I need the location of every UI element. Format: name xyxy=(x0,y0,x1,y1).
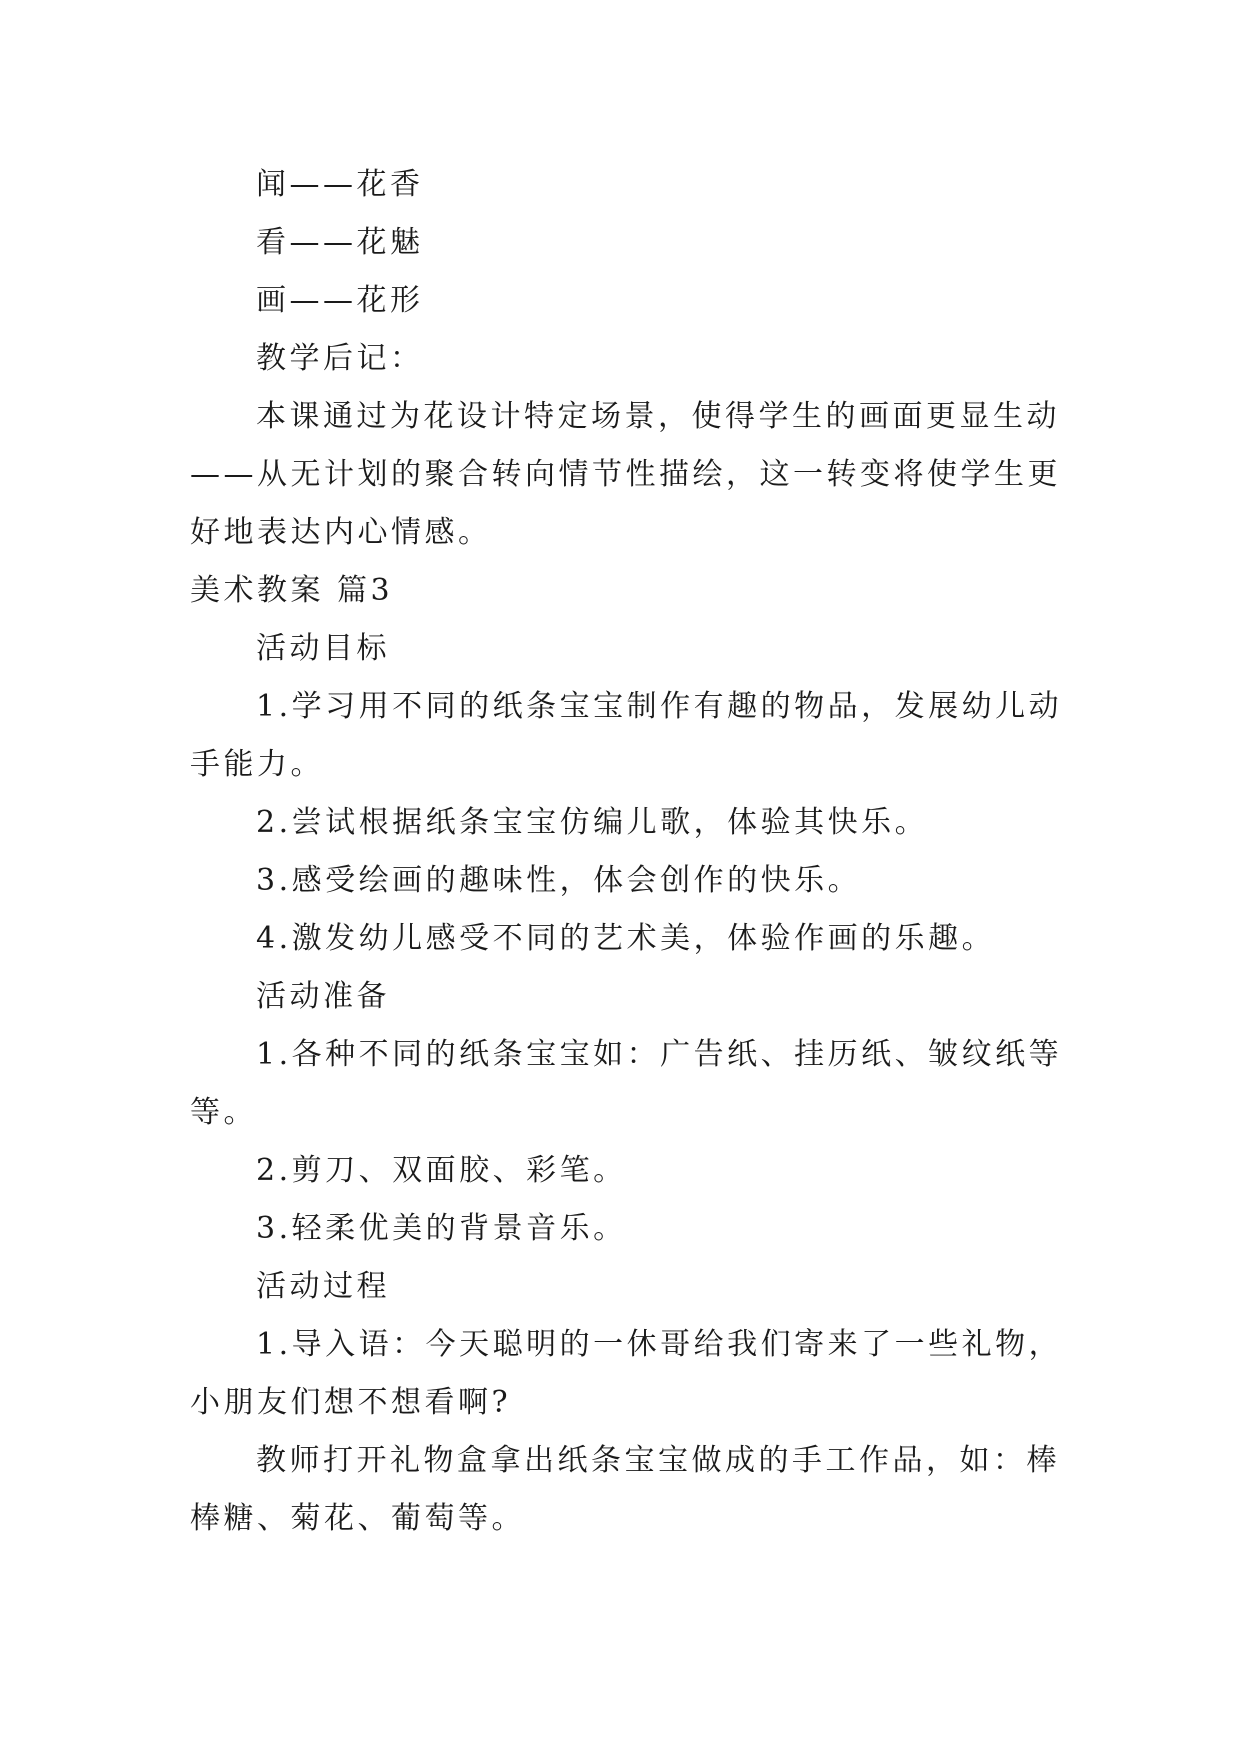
list-item: 3.轻柔优美的背景音乐。 xyxy=(256,1211,627,1246)
paragraph-line: 棒糖、菊花、葡萄等。 xyxy=(190,1501,525,1536)
list-item-continuation: 等。 xyxy=(190,1095,257,1130)
list-item-continuation: 手能力。 xyxy=(190,747,324,782)
subsection-heading: 活动目标 xyxy=(256,631,390,666)
list-item: 2.剪刀、双面胶、彩笔。 xyxy=(256,1153,627,1188)
list-item: 1.各种不同的纸条宝宝如：广告纸、挂历纸、皱纹纸等 xyxy=(256,1037,1063,1072)
list-item: 2.尝试根据纸条宝宝仿编儿歌，体验其快乐。 xyxy=(256,805,929,840)
list-item: 1.学习用不同的纸条宝宝制作有趣的物品，发展幼儿动 xyxy=(256,689,1063,724)
list-item-continuation: 小朋友们想不想看啊? xyxy=(190,1385,512,1420)
subsection-heading: 活动过程 xyxy=(256,1269,390,1304)
list-item: 3.感受绘画的趣味性，体会创作的快乐。 xyxy=(256,863,862,898)
document-body xyxy=(190,156,1063,1548)
subsection-heading: 活动准备 xyxy=(256,979,390,1014)
list-item: 1.导入语：今天聪明的一休哥给我们寄来了一些礼物， xyxy=(256,1327,1063,1362)
text-line: 看——花魅 xyxy=(256,225,424,260)
section-heading: 美术教案 篇3 xyxy=(190,573,394,608)
paragraph-line: 教师打开礼物盒拿出纸条宝宝做成的手工作品，如：棒 xyxy=(256,1443,1060,1478)
paragraph-line: 本课通过为花设计特定场景，使得学生的画面更显生动 xyxy=(256,399,1060,434)
paragraph-line: 好地表达内心情感。 xyxy=(190,515,492,550)
section-label: 教学后记： xyxy=(256,341,424,376)
paragraph-line: ——从无计划的聚合转向情节性描绘，这一转变将使学生更 xyxy=(190,457,1061,492)
text-line: 画——花形 xyxy=(256,283,424,318)
text-line: 闻——花香 xyxy=(256,167,424,202)
list-item: 4.激发幼儿感受不同的艺术美，体验作画的乐趣。 xyxy=(256,921,996,956)
